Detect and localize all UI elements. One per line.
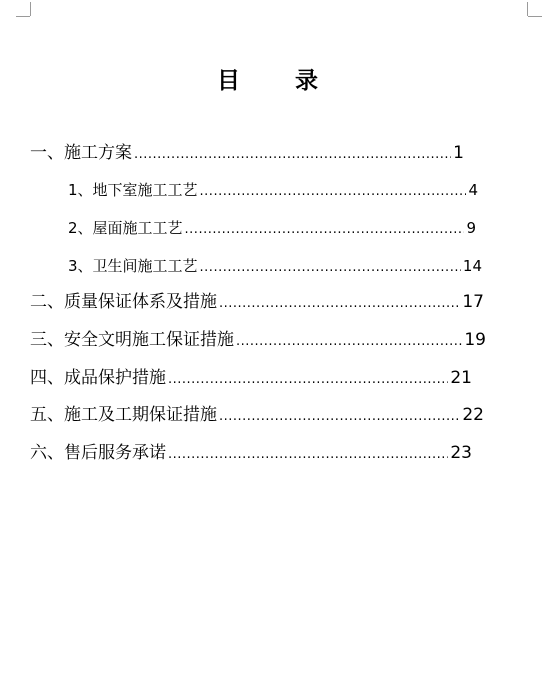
toc-page-number: 21 — [450, 368, 472, 388]
crop-mark-top-right-horizontal — [528, 16, 542, 17]
toc-page-number: 23 — [450, 443, 472, 463]
toc-page-number: 19 — [464, 330, 486, 350]
toc-title: 目 录 — [216, 67, 320, 94]
toc-dot-leader — [219, 292, 460, 314]
toc-entry-roof-process[interactable] — [68, 216, 476, 240]
toc-entry-basement-process[interactable] — [68, 178, 478, 202]
toc-entry-label: 二、质量保证体系及措施 — [30, 292, 217, 312]
crop-mark-top-right-vertical — [527, 2, 528, 16]
toc-page-number: 4 — [468, 181, 478, 199]
toc-entry-construction-plan[interactable] — [30, 141, 464, 165]
toc-dot-leader — [200, 256, 461, 278]
toc-entry-bathroom-process[interactable] — [68, 254, 482, 278]
toc-dot-leader — [236, 330, 462, 352]
toc-dot-leader — [134, 143, 451, 165]
toc-dot-leader — [185, 218, 465, 240]
crop-mark-top-left-horizontal — [16, 16, 30, 17]
toc-entry-label: 一、施工方案 — [30, 143, 132, 163]
toc-entry-label: 四、成品保护措施 — [30, 368, 166, 388]
toc-page-number: 14 — [462, 257, 482, 275]
toc-entry-schedule-assurance[interactable] — [30, 403, 484, 427]
toc-entry-after-sales-commitment[interactable] — [30, 441, 472, 465]
toc-entry-label: 1、地下室施工工艺 — [68, 181, 198, 199]
toc-entry-finished-product-protection[interactable] — [30, 366, 472, 390]
toc-page-number: 22 — [462, 405, 484, 425]
toc-page-number: 1 — [453, 143, 464, 163]
toc-dot-leader — [200, 180, 467, 202]
toc-dot-leader — [168, 443, 448, 465]
toc-entry-label: 六、售后服务承诺 — [30, 443, 166, 463]
toc-entry-label: 3、卫生间施工工艺 — [68, 257, 198, 275]
toc-page-number: 17 — [462, 292, 484, 312]
toc-entry-label: 五、施工及工期保证措施 — [30, 405, 217, 425]
toc-dot-leader — [219, 405, 460, 427]
toc-entry-label: 三、安全文明施工保证措施 — [30, 330, 234, 350]
toc-page-number: 9 — [466, 219, 476, 237]
toc-entry-quality-assurance[interactable] — [30, 290, 484, 314]
toc-entry-safety-measures[interactable] — [30, 328, 486, 352]
toc-dot-leader — [168, 368, 448, 390]
crop-mark-top-left-vertical — [30, 2, 31, 16]
toc-entry-label: 2、屋面施工工艺 — [68, 219, 183, 237]
